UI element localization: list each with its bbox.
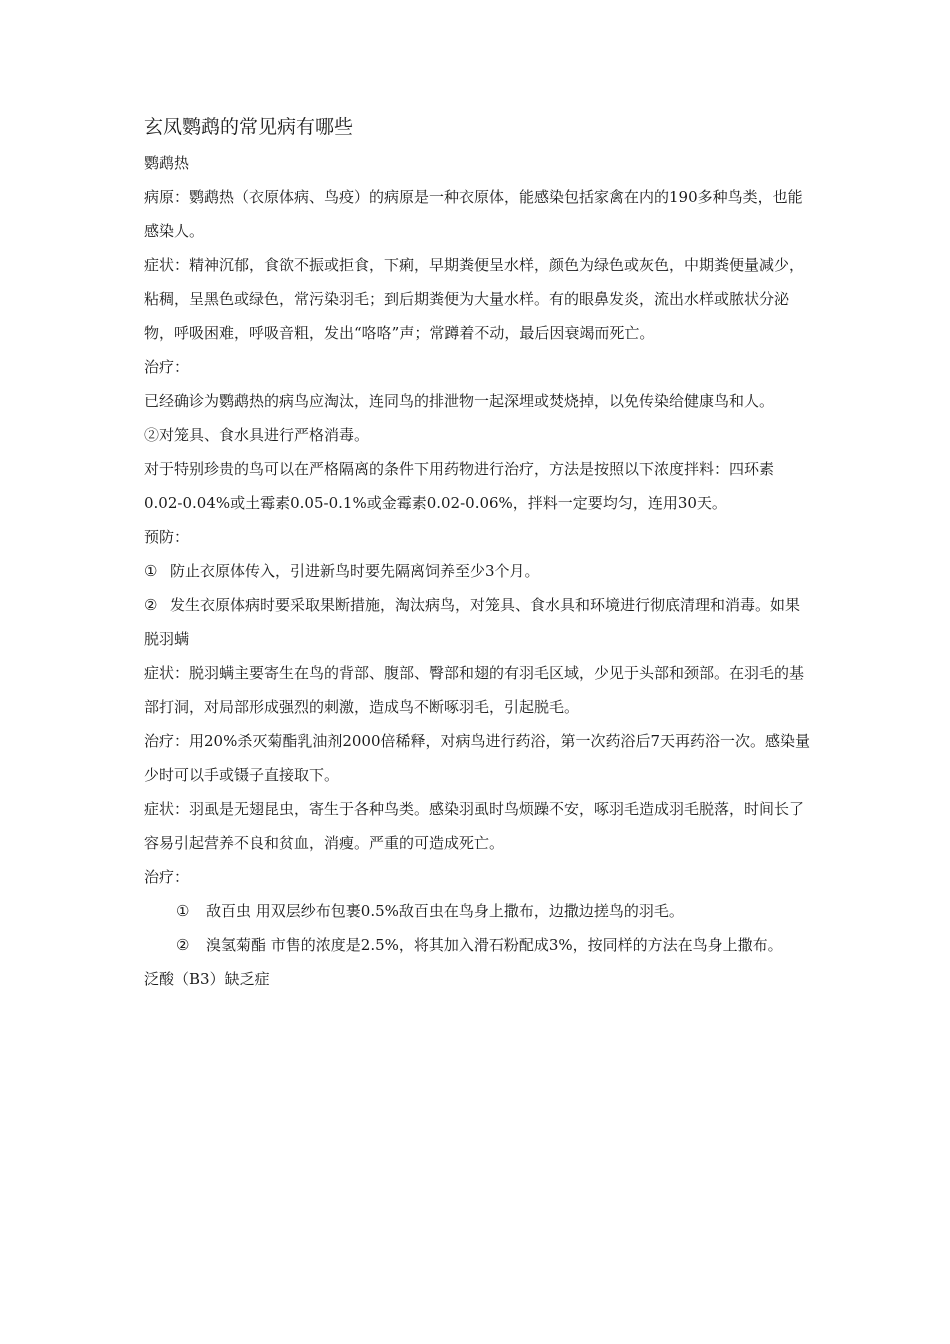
psittacosis-symptoms: 症状：精神沉郁，食欲不振或拒食，下痢，早期粪便呈水样，颜色为绿色或灰色，中期粪便量减少，粘稠，呈黑色或绿色，常污染羽毛；到后期粪便为大量水样。有的眼鼻发炎，流出水样或脓状分泌物，呼吸困难，呼吸音粗，发出“咯咯”声；常蹲着不动，最后因衰竭而死亡。 (144, 256, 805, 342)
list-text: 敌百虫 用双层纱布包裹0.5%敌百虫在鸟身上撒布，边撒边搓鸟的羽毛。 (206, 902, 684, 920)
psittacosis-prevention-label: 预防： (144, 528, 190, 546)
list-number: ② (176, 936, 190, 954)
psittacosis-cause: 病原：鹦鹉热（衣原体病、鸟疫）的病原是一种衣原体，能感染包括家禽在内的190多种鸟类，也能感染人。 (144, 188, 803, 240)
psittacosis-treatment-label: 治疗： (144, 358, 190, 376)
psittacosis-treatment-1: 已经确诊为鹦鹉热的病鸟应淘汰，连同鸟的排泄物一起深埋或焚烧掉，以免传染给健康鸟和人。 (144, 392, 775, 410)
treatment-item (144, 894, 812, 928)
lice-treatment-label: 治疗： (144, 868, 190, 886)
psittacosis-treatment-3: 对于特别珍贵的鸟可以在严格隔离的条件下用药物进行治疗，方法是按照以下浓度拌料：四环素0.02-0.04%或土霉素0.05-0.1%或金霉素0.02-0.06%，拌料一定要均匀，连用30天。 (144, 460, 775, 512)
prevention-item (144, 554, 812, 588)
section-heading-mites: 脱羽螨 (144, 630, 190, 648)
treatment-item (144, 928, 812, 962)
section-heading-b3: 泛酸（B3）缺乏症 (144, 970, 270, 988)
mites-treatment: 治疗：用20%杀灭菊酯乳油剂2000倍稀释，对病鸟进行药浴，第一次药浴后7天再药浴一次。感染量少时可以手或镊子直接取下。 (144, 732, 811, 784)
list-number: ① (144, 562, 158, 580)
list-number: ② (144, 596, 158, 614)
list-text: 溴氢菊酯 市售的浓度是2.5%，将其加入滑石粉配成3%，按同样的方法在鸟身上撒布。 (206, 936, 783, 954)
list-number: ① (176, 902, 190, 920)
prevention-item (144, 588, 812, 622)
mites-symptoms: 症状：脱羽螨主要寄生在鸟的背部、腹部、臀部和翅的有羽毛区域，少见于头部和颈部。在羽毛的基部打洞，对局部形成强烈的刺激，造成鸟不断啄羽毛，引起脱毛。 (144, 664, 805, 716)
document-body (144, 112, 812, 996)
document-title: 玄凤鹦鹉的常见病有哪些 (144, 116, 354, 138)
list-text: 发生衣原体病时要采取果断措施，淘汰病鸟，对笼具、食水具和环境进行彻底清理和消毒。如果 (170, 596, 801, 614)
psittacosis-treatment-2: ②对笼具、食水具进行严格消毒。 (144, 426, 370, 444)
section-heading-psittacosis: 鹦鹉热 (144, 154, 190, 172)
list-text: 防止衣原体传入，引进新鸟时要先隔离饲养至少3个月。 (170, 562, 540, 580)
lice-symptoms: 症状：羽虱是无翅昆虫，寄生于各种鸟类。感染羽虱时鸟烦躁不安，啄羽毛造成羽毛脱落，时间长了容易引起营养不良和贫血，消瘦。严重的可造成死亡。 (144, 800, 805, 852)
